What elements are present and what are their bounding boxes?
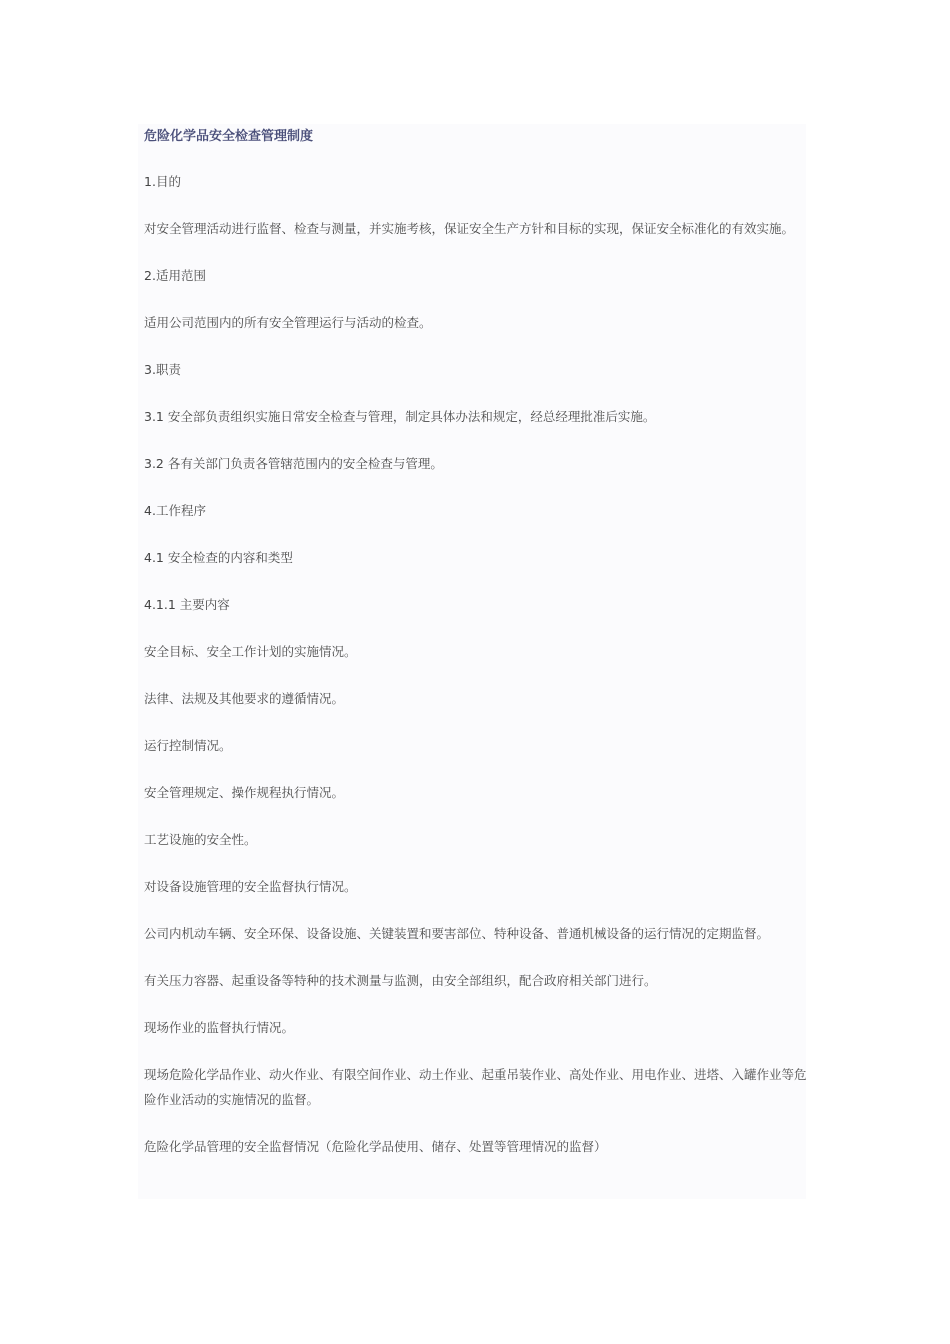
list-item: 现场危险化学品作业、动火作业、有限空间作业、动土作业、起重吊装作业、高处作业、用电作业、进塔、入罐作业等危险作业活动的实施情况的监督。 xyxy=(144,1067,807,1107)
list-item: 安全目标、安全工作计划的实施情况。 xyxy=(144,644,357,659)
list-item: 安全管理规定、操作规程执行情况。 xyxy=(144,785,345,800)
list-item: 法律、法规及其他要求的遵循情况。 xyxy=(144,691,345,706)
heading-scope: 2.适用范围 xyxy=(144,268,206,283)
paragraph-purpose: 对安全管理活动进行监督、检查与测量，并实施考核，保证安全生产方针和目标的实现，保证安全标准化的有效实施。 xyxy=(144,221,795,236)
list-item: 现场作业的监督执行情况。 xyxy=(144,1020,295,1035)
paragraph-scope: 适用公司范围内的所有安全管理运行与活动的检查。 xyxy=(144,315,432,330)
heading-4-1-1: 4.1.1 主要内容 xyxy=(144,597,230,612)
list-item: 工艺设施的安全性。 xyxy=(144,832,257,847)
list-item: 危险化学品管理的安全监督情况（危险化学品使用、储存、处置等管理情况的监督） xyxy=(144,1139,607,1154)
heading-purpose: 1.目的 xyxy=(144,174,181,189)
heading-procedure: 4.工作程序 xyxy=(144,503,206,518)
document-body xyxy=(144,127,808,1181)
list-item: 运行控制情况。 xyxy=(144,738,232,753)
paragraph-duty-3-2: 3.2 各有关部门负责各管辖范围内的安全检查与管理。 xyxy=(144,456,443,471)
document-title: 危险化学品安全检查管理制度 xyxy=(144,129,314,144)
list-item: 有关压力容器、起重设备等特种的技术测量与监测，由安全部组织，配合政府相关部门进行。 xyxy=(144,973,657,988)
list-item: 对设备设施管理的安全监督执行情况。 xyxy=(144,879,357,894)
heading-duties: 3.职责 xyxy=(144,362,181,377)
paragraph-duty-3-1: 3.1 安全部负责组织实施日常安全检查与管理，制定具体办法和规定，经总经理批准后实施。 xyxy=(144,409,656,424)
heading-4-1: 4.1 安全检查的内容和类型 xyxy=(144,550,293,565)
list-item: 公司内机动车辆、安全环保、设备设施、关键装置和要害部位、特种设备、普通机械设备的运行情况的定期监督。 xyxy=(144,926,770,941)
